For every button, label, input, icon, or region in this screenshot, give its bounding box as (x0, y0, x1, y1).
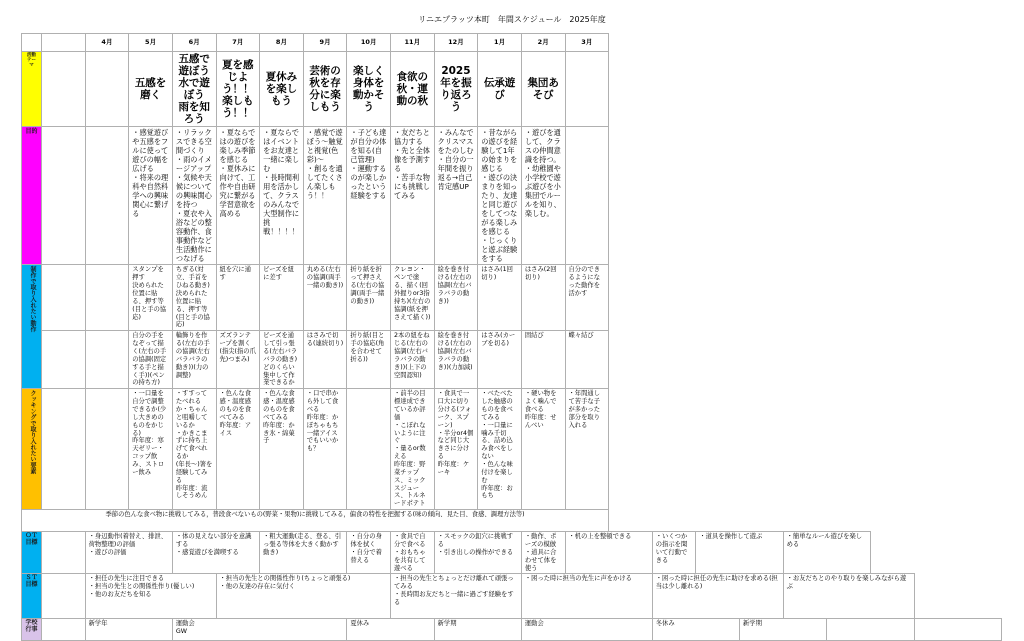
month-header-row (22, 34, 1002, 52)
cell-theme-3月 (565, 52, 609, 127)
month-header: 11月 (391, 34, 435, 52)
cell-goal-11月: ・友だちと協力する ・先と全体像を予測する ・苦手な物にも挑戦してみる (391, 127, 435, 265)
row-cooking (22, 389, 1002, 510)
cell-theme-1月: 伝承遊び (478, 52, 522, 127)
row-goal (22, 127, 1002, 265)
cell-theme-5月: 五感を磨く (129, 52, 173, 127)
page-title: リニエプラッツ本町 年間スケジュール 2025年度 (418, 15, 606, 24)
row-st (22, 574, 1002, 619)
month-header: 10月 (347, 34, 391, 52)
blank-cell (42, 127, 86, 265)
cell-craft2-6月: 輪飾りを作る(左右の手の協調(左右バラバラの動き))(力の調整) (172, 331, 216, 389)
month-header: 5月 (129, 34, 173, 52)
cell-theme-11月: 食欲の秋・運動の秋 (391, 52, 435, 127)
month-header: 6月 (172, 34, 216, 52)
cell-goal-8月: ・夏ならではイベントをお友達と一緒に楽しむ ・長時間利用を活かして、クラスのみんなで大型制作に挑戦！！！！ (260, 127, 304, 265)
row-cooking_all (22, 510, 1002, 532)
row-label-text: クッキングで取り入れたい要素 (28, 390, 36, 475)
cell-craft1-1月: はさみ(1回切り) (478, 265, 522, 331)
row-label-events (22, 619, 42, 641)
cell-goal-10月: ・子ども達が自分の体を知る(自己管理) ・運動するのが楽しかったという経験をする (347, 127, 391, 265)
row-label-text: 学校行事 (25, 619, 38, 634)
cell-theme-8月: 夏休みを楽しもう (260, 52, 304, 127)
cell-craft1-7月: 紐を穴に通す (216, 265, 260, 331)
cell-craft2-4月 (85, 331, 129, 389)
cell-ot-group: ・食具で自分で食べる ・おもちゃを共有して遊べる (391, 532, 435, 574)
month-header: 9月 (303, 34, 347, 52)
cell-theme-10月: 楽しく身体を動かそう (347, 52, 391, 127)
cell-events-group (914, 619, 1002, 641)
cell-theme-4月 (85, 52, 129, 127)
cell-craft2-5月: 自分の手をなぞって描く(左右の手の協調(固定する手と描く手))(ペンの持ち方) (129, 331, 173, 389)
cell-craft1-11月: クレヨン・ペンで塗る、描く(回外握りor3指持ち)(左右の協調(紙を押さえて描く)) (391, 265, 435, 331)
row-theme (22, 52, 1002, 127)
cell-craft2-8月: ビーズを通して引っ張る(左右バラバラの動き) どのくらい集中して作業できるか (260, 331, 304, 389)
cell-events-group: 新学期 (740, 619, 827, 641)
cell-events-group: 夏休み (347, 619, 434, 641)
cell-craft2-2月: 固結び (521, 331, 565, 389)
cell-ot-group: ・いくつかの指示を聞いて行動できる (652, 532, 696, 574)
cell-ot-group: ・身辺動作(着替え、排泄、荷物整理)の評価 ・遊びの評価 (85, 532, 172, 574)
row-label-text: 目的 (25, 128, 38, 136)
cell-cooking-7月: ・色んな食感・温度感のものを食べてみる 昨年度：アイス (216, 389, 260, 510)
cell-craft2-11月: 2本の紐をねじる(左右の協調(左右バラバラの動き))(上下の空間認知) (391, 331, 435, 389)
cell-craft1-12月: 絵を巻き付ける(左右の協調(左右バラバラの動き)) (434, 265, 478, 331)
cell-ot-group: ・道具を操作して遊ぶ (696, 532, 783, 574)
cell-goal-2月: ・遊びを通して、クラスの仲間意識を持つ。 ・幼稚園や小学校で遊ぶ遊びを小集団でルールを知り、楽しむ。 (521, 127, 565, 265)
cell-theme-9月: 芸術の秋を存分に楽しもう (303, 52, 347, 127)
cell-craft1-3月: 自分のできるようになった動作を活かす (565, 265, 609, 331)
cell-goal-12月: ・みんなでクリスマスをたのしむ ・自分の一年間を振り返る→自己肯定感UP (434, 127, 478, 265)
month-header: 3月 (565, 34, 609, 52)
cell-goal-7月: ・夏ならではの遊びを楽しみ季節を感じる ・夏休みに向けて、工作や自由研究に繋がる学習意欲を高める (216, 127, 260, 265)
month-header: 8月 (260, 34, 304, 52)
row-label-text: 活動テーマ (27, 53, 36, 69)
month-header: 12月 (434, 34, 478, 52)
cell-events-group: 新学期 (434, 619, 521, 641)
row-craft2 (22, 331, 1002, 389)
cell-cooking-8月: ・色んな食感・温度感のものを食べてみる 昨年度：かき氷・綿菓子 (260, 389, 304, 510)
schedule-table (21, 33, 1002, 641)
cell-craft1-2月: はさみ(2回切り) (521, 265, 565, 331)
month-header: 2月 (521, 34, 565, 52)
cell-goal-9月: ・感覚で遊ぼう～触覚と視覚(色彩)～ ・創るを通してたくさん楽しもう！！ (303, 127, 347, 265)
cell-st-group: ・困った時に担当の先生に声をかける (521, 574, 652, 619)
cell-goal-5月: ・感覚遊びや五感をフルに使って遊びの幅を広げる ・将来の理科や自然科学への興味関心に繋げる (129, 127, 173, 265)
blank-cell (42, 574, 86, 619)
month-header: 4月 (85, 34, 129, 52)
cell-events-group: 冬休み (652, 619, 739, 641)
cell-theme-7月: 夏を感じよう！！楽しもう！！ (216, 52, 260, 127)
cell-ot-group: ・粗大運動(走る、登る、引っ張る等体を大きく動かす動き) (260, 532, 347, 574)
cell-craft1-4月 (85, 265, 129, 331)
cell-craft2-7月: ズズランテープを割く(指尖(指の爪先)つまみ) (216, 331, 260, 389)
blank-cell (42, 619, 86, 641)
cell-craft2-1月: はさみ(カーブを切る) (478, 331, 522, 389)
blank-column-header (42, 34, 86, 52)
cell-craft1-10月: 折り紙を折って押さえる(左右の協調(両手一緒の動き)) (347, 265, 391, 331)
cell-theme-6月: 五感で遊ぼう 水で遊ぼう 雨を知ろう (172, 52, 216, 127)
cell-craft1-5月: スタンプを押す 決められた位置に貼る、押す等(目と手の協応) (129, 265, 173, 331)
cell-cooking-9月: ・口で串から外して食べる 昨年度：かぼちゃもち一緒アイスでもいいかも？ (303, 389, 347, 510)
cell-st-group: ・担当の先生との関係性作り(ちょっと頑張る) ・他の友達の存在に気付く (216, 574, 391, 619)
cell-events-group (827, 619, 914, 641)
row-label-theme (22, 52, 42, 127)
blank-cell (42, 331, 86, 389)
cell-events-group: 新学年 (85, 619, 172, 641)
row-label-craft1 (22, 265, 42, 389)
cell-goal-1月: ・昔ながらの遊びを経験して1年の始まりを感じる ・遊びの決まりを知ったり、友達と同じ遊びをしてつながる楽しみを感じる ・じっくりと遊ぶ経験をする (478, 127, 522, 265)
cell-goal-3月 (565, 127, 609, 265)
cell-ot-group: ・自分の身体を拭く ・自分で着替える (347, 532, 391, 574)
cell-ot-group: ・スモックの釦穴に挑戦する ・引き出しの操作ができる (434, 532, 521, 574)
cell-ot-group: ・動作、ポーズの模倣 ・道具に合わせて体を使う (521, 532, 565, 574)
cell-goal-4月 (85, 127, 129, 265)
cooking-common-note: 季節の色んな食べ物に挑戦してみる，普段食べないもの(野菜・果物)に挑戦してみる，偏食の特性を把握する(味の傾向、見た目、食感、調理方法等) (22, 510, 609, 532)
blank-cell (42, 389, 86, 510)
row-label-text: ＯＴ目標 (25, 532, 38, 547)
cell-craft2-3月: 蝶々結び (565, 331, 609, 389)
row-label-text: ＳＴ目標 (25, 574, 38, 589)
row-label-ot (22, 532, 42, 574)
corner-cell (22, 34, 42, 52)
blank-cell (42, 532, 86, 574)
row-label-goal (22, 127, 42, 265)
cell-ot-group: ・机の上を整頓できる (565, 532, 652, 574)
cell-cooking-4月 (85, 389, 129, 510)
cell-craft2-12月: 絵を巻き付ける(左右の協調(左右バラバラの動き))(力加減) (434, 331, 478, 389)
cell-ot-group: ・簡単なルール遊びを楽しめる (783, 532, 870, 574)
cell-st-group: ・困った時に担任の先生に助けを求める(担当は少し離れる) (652, 574, 783, 619)
cell-craft1-8月: ビーズを紐に差す (260, 265, 304, 331)
month-header: 1月 (478, 34, 522, 52)
cell-cooking-3月: ・年間通して苦手な子が多かった部分を取り入れる (565, 389, 609, 510)
cell-theme-2月: 集団あそび (521, 52, 565, 127)
cell-cooking-11月: ・前半の目標達成できているか評価 ・こぼれないように注ぐ ・量るor数える 昨年度：野菜チップス、ミックスジュース、トルネードポテト (391, 389, 435, 510)
cell-cooking-2月: ・硬い物をよく噛んで食べる 昨年度：せんべい (521, 389, 565, 510)
row-label-cooking (22, 389, 42, 510)
row-label-text: 制作で取り入れたい動作 (28, 266, 36, 333)
cell-cooking-10月 (347, 389, 391, 510)
cell-events-group: 運動会 (521, 619, 652, 641)
cell-theme-12月: 2025年を振り返ろう (434, 52, 478, 127)
cell-craft2-10月: 折り紙(目と手の協応(角を合わせて折る)) (347, 331, 391, 389)
cell-craft1-9月: 丸める(左右の協調(両手一緒の動き)) (303, 265, 347, 331)
cell-st-group: ・担任の先生に注目できる ・担当の先生との関係性作り(優しい) ・他のお友だちを知る (85, 574, 216, 619)
cell-goal-6月: ・リラックスできる空間づくり ・雨のイメージアップ ・気候や天候について の興味関心を持つ ・夏衣や入浴などの整容動作、食事動作など生活動作につなげる (172, 127, 216, 265)
cell-st-group: ・お友だちとのやり取りを楽しみながら遊ぶ (783, 574, 914, 619)
row-ot (22, 532, 1002, 574)
cell-craft2-9月: はさみで切る(連続切り) (303, 331, 347, 389)
cell-craft1-6月: ちぎる(対立、手首をひねる動き) 決められた位置に貼る、押す等(目と手の協応) (172, 265, 216, 331)
cell-events-group: 運動会 GW (172, 619, 347, 641)
row-events (22, 619, 1002, 641)
month-header: 7月 (216, 34, 260, 52)
cell-cooking-5月: ・一口量を自分で調整できるか(少し大きめのものをかじる) 昨年度：寒天ゼリー・コップ飲み、ストロー飲み (129, 389, 173, 510)
row-craft1 (22, 265, 1002, 331)
cell-ot-group: ・体の見えない部分を意識する ・感覚遊びを満喫する (172, 532, 259, 574)
blank-cell (42, 265, 86, 331)
cell-cooking-6月: ・すすってたべれるか・ちゃんと咀嚼しているか ・かきこまずに持ち上げて食べれるか (年長〜)箸を経験してみる 昨年度：流しそうめん (172, 389, 216, 510)
cell-cooking-1月: ・べたべたした触感のものを食べてみる ・一口量に噛み千切る、詰め込み食べをしない ・色んな味付けを楽しむ 昨年度：おもち (478, 389, 522, 510)
row-label-st (22, 574, 42, 619)
cell-cooking-12月: ・食具で一口大に切り分ける(フォーク、スプーン) ・半分or4個など同じ大きさに分ける 昨年度：ケーキ (434, 389, 478, 510)
blank-cell (42, 52, 86, 127)
cell-st-group: ・担当の先生とちょっとだけ離れて頑張ってみる ・長時間お友だちと一緒に過ごす経験をする (391, 574, 522, 619)
